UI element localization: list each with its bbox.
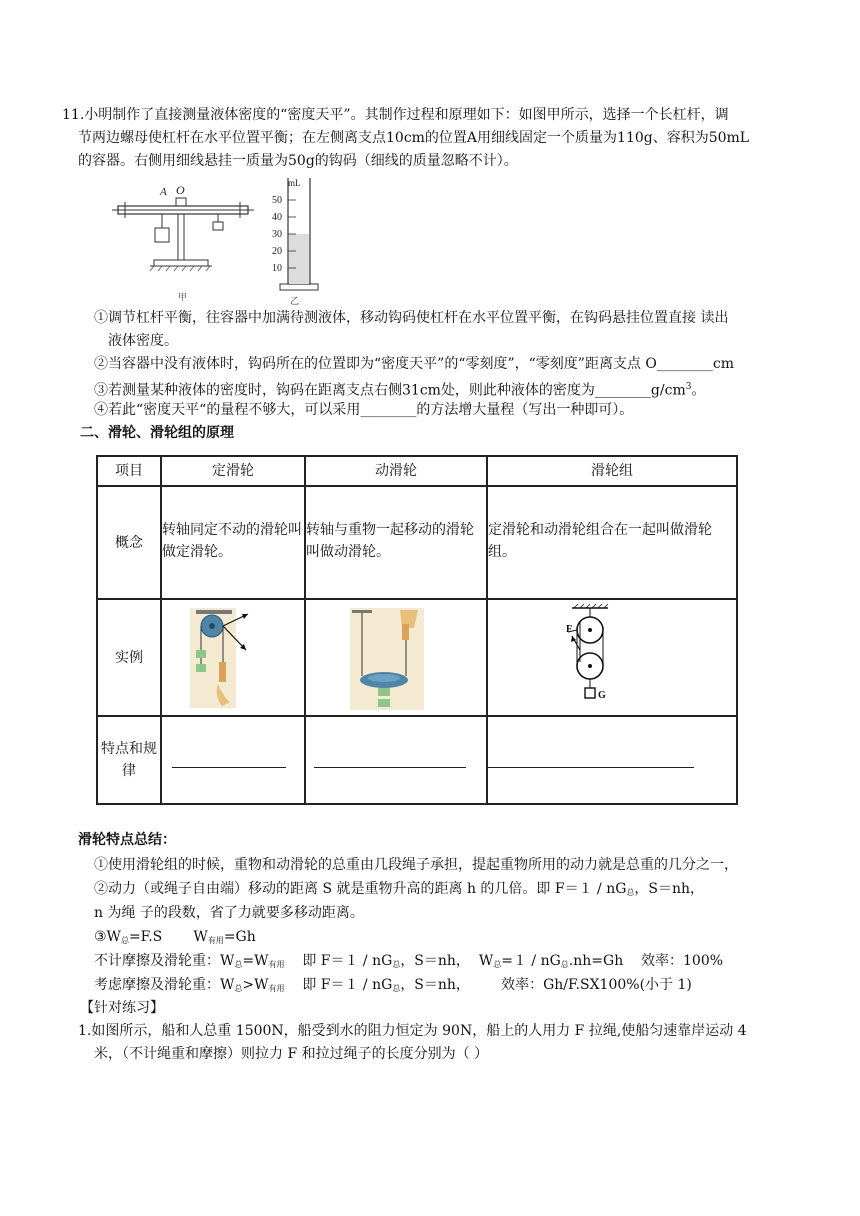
- fixed-pulley-picture: [162, 602, 302, 714]
- summary-p6-c: 即 F＝１ / nG: [284, 977, 393, 993]
- summary-p6-sub1: 总: [234, 984, 243, 993]
- q11-item3-sup: 3: [685, 382, 692, 392]
- summary-p5-e: =１ / nG: [501, 953, 561, 969]
- feature-pulley-block-blank[interactable]: [487, 716, 737, 804]
- summary-p2-sub: 总: [626, 888, 635, 897]
- cylinder-tick: 10: [272, 263, 282, 274]
- summary-p1: ①使用滑轮组的时候，重物和动滑轮的总重由几段绳子承担，提起重物所用的动力就是总重的几分之一，: [94, 857, 738, 873]
- q11-line3: 的容器。右侧用细线悬挂一质量为50g的钩码（细线的质量忽略不计）。: [78, 153, 518, 169]
- header-fixed-pulley: 定滑轮: [161, 456, 305, 486]
- table-row-features: [97, 716, 737, 804]
- feature-fixed-pulley-blank[interactable]: [161, 716, 305, 804]
- example-pulley-block-cell: [487, 599, 737, 716]
- row-label-features: [97, 716, 161, 804]
- q11-item3-end: 。: [691, 382, 706, 399]
- cylinder-tick: 50: [272, 195, 282, 206]
- density-balance-figure: [110, 172, 330, 308]
- summary-p4-c: =Gh: [223, 929, 256, 945]
- row-label-features-2: 律: [122, 763, 136, 779]
- summary-p6-d: ，S＝nh， 效率：Gh/F.SX100%(小于 1): [400, 977, 692, 993]
- summary-p2-text: ②动力（或绳子自由端）移动的距离 S 就是重物升高的距离 h 的几倍。即 F＝１ / nG: [94, 881, 627, 897]
- q11-line1: 11.小明制作了直接测量液体密度的“密度天平”。其制作过程和原理如下：如图甲所示，选择一个长杠杆，调: [62, 107, 729, 123]
- row-label-concept: 概念: [97, 486, 161, 599]
- summary-p5-sub2: 有用: [268, 960, 285, 969]
- q11-item3: [94, 377, 705, 401]
- lever-diagram: [112, 183, 254, 302]
- header-pulley-block: 滑轮组: [487, 456, 737, 486]
- concept-pulley-block: 定滑轮和动滑轮组合在一起叫做滑轮组。: [487, 486, 737, 599]
- summary-p5-f: .nh=Gh 效率：100%: [568, 953, 724, 969]
- section2-title: 二、滑轮、滑轮组的原理: [80, 425, 234, 441]
- table-header-row: [97, 456, 737, 486]
- summary-p3: n 为绳 子的段数，省了力就要多移动距离。: [94, 905, 364, 921]
- practice-title: 【针对练习】: [80, 1000, 164, 1016]
- concept-fixed-pulley: 转轴同定不动的滑轮叫做定滑轮。: [161, 486, 305, 599]
- q11-line2: 节两边螺母使杠杆在水平位置平衡；在左侧离支点10cm的位置A用细线固定一个质量为110g、容积为50mL: [78, 130, 750, 146]
- summary-p6-sub2: 有用: [268, 984, 285, 993]
- cylinder-tick: 30: [272, 229, 282, 240]
- summary-p4-sub2: 有用: [207, 936, 224, 945]
- q11-item1-a: ①调节杠杆平衡，往容器中加满待测液体，移动钩码使杠杆在水平位置平衡，在钩码悬挂位置直接 读出: [94, 310, 729, 326]
- concept-movable-pulley: 转轴与重物一起移动的滑轮叫做动滑轮。: [305, 486, 487, 599]
- summary-p6-a: 考虑摩擦及滑轮重：W: [94, 977, 235, 993]
- summary-p5-d: ，S＝nh， W: [400, 953, 494, 969]
- example-movable-pulley-cell: [305, 599, 487, 716]
- q11-item1-b: 液体密度。: [108, 333, 178, 349]
- summary-p5-sub5: 总: [560, 960, 569, 969]
- caption-right: 乙: [290, 296, 300, 306]
- summary-title: 滑轮特点总结：: [78, 832, 176, 848]
- table-row-example: [97, 599, 737, 716]
- lever-label-o: O: [176, 183, 185, 197]
- summary-p4: [94, 927, 256, 951]
- summary-p6: [94, 975, 692, 999]
- lever-label-a: A: [160, 186, 167, 198]
- summary-p5: [94, 951, 723, 975]
- pulley-block-picture: [488, 602, 736, 714]
- pulley-force-label: F: [566, 623, 573, 635]
- header-item: 项目: [97, 456, 161, 486]
- summary-p5-b: =W: [242, 953, 269, 969]
- practice-q1-line1: 1.如图所示，船和人总重 1500N，船受到水的阻力恒定为 90N，船上的人用力 F 拉绳,使船匀速靠岸运动 4: [78, 1023, 747, 1039]
- pulley-table: [96, 455, 738, 805]
- q11-item4: ④若此“密度天平“的量程不够大，可以采用________的方法增大量程（写出一种即可）。: [94, 402, 634, 418]
- cylinder-unit: mL: [288, 178, 301, 188]
- row-label-features-1: 特点和规: [101, 741, 157, 757]
- row-label-example: 实例: [97, 599, 161, 716]
- pulley-weight-label: G: [598, 689, 606, 701]
- movable-pulley-picture: [306, 602, 486, 714]
- summary-p6-sub3: 总: [392, 984, 401, 993]
- graduated-cylinder: [272, 178, 318, 306]
- cylinder-tick: 20: [272, 246, 282, 257]
- feature-movable-pulley-blank[interactable]: [305, 716, 487, 804]
- header-movable-pulley: 动滑轮: [305, 456, 487, 486]
- q11-item2: ②当容器中没有液体时，钩码所在的位置即为“密度天平”的“零刻度”，“零刻度”距离支点 O________cm: [94, 356, 734, 372]
- summary-p6-b: >W: [242, 977, 269, 993]
- table-row-concept: [97, 486, 737, 599]
- summary-p4-b: =F.S W: [128, 929, 208, 945]
- summary-p5-sub3: 总: [392, 960, 401, 969]
- summary-p5-a: 不计摩擦及滑轮重：W: [94, 953, 235, 969]
- summary-p4-sub1: 总: [120, 936, 129, 945]
- summary-p2-end: ，S＝nh，: [634, 881, 705, 897]
- cylinder-tick: 40: [272, 212, 282, 223]
- summary-p5-c: 即 F＝１ / nG: [284, 953, 393, 969]
- summary-p5-sub4: 总: [493, 960, 502, 969]
- summary-p5-sub1: 总: [234, 960, 243, 969]
- caption-left: 甲: [178, 292, 188, 302]
- summary-p4-a: ③W: [94, 929, 121, 945]
- q11-item3-text: ③若测量某种液体的密度时，钩码在距离支点右侧31cm处，则此种液体的密度为________g/cm: [94, 382, 686, 399]
- summary-p2: [94, 879, 704, 903]
- practice-q1-line2: 米，（不计绳重和摩擦）则拉力 F 和拉过绳子的长度分别为（ ）: [94, 1046, 489, 1062]
- example-fixed-pulley-cell: [161, 599, 305, 716]
